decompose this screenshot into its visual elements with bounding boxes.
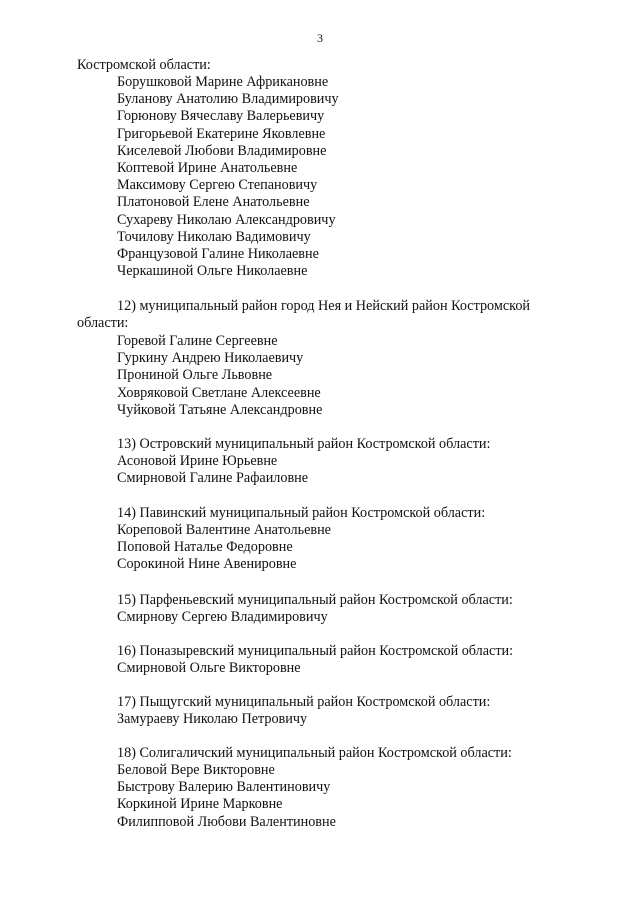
section-heading-14: 14) Павинский муниципальный район Костромской области:	[117, 505, 486, 521]
list-item: Беловой Вере Викторовне	[117, 762, 275, 778]
list-item: Гуркину Андрею Николаевичу	[117, 350, 304, 367]
list-item: Черкашиной Ольге Николаевне	[117, 263, 308, 280]
list-item: Филипповой Любови Валентиновне	[117, 813, 336, 830]
section-heading-16: 16) Поназыревский муниципальный район Костромской области:	[117, 643, 514, 659]
list-item: Замураеву Николаю Петровичу	[117, 711, 308, 727]
list-item: Смирнову Сергею Владимировичу	[117, 609, 328, 625]
section-heading-12: 12) муниципальный район город Нея и Нейский район Костромской области:	[77, 298, 531, 332]
list-item: Киселевой Любови Владимировне	[117, 142, 327, 159]
list-item: Ховряковой Светлане Алексеевне	[117, 384, 321, 401]
section-list-16	[117, 660, 301, 677]
list-item: Точилову Николаю Вадимовичу	[117, 228, 311, 245]
list-item: Борушковой Марине Африкановне	[117, 74, 329, 90]
section-list-17	[117, 711, 307, 728]
list-item: Горевой Галине Сергеевне	[117, 333, 278, 349]
list-item: Платоновой Елене Анатольевне	[117, 194, 310, 211]
list-item: Коптевой Ирине Анатольевне	[117, 160, 298, 177]
section-heading-13: 13) Островский муниципальный район Костромской области:	[117, 436, 491, 452]
section-list-15	[117, 609, 328, 626]
section-list-11	[117, 74, 339, 280]
section-heading-18: 18) Солигаличский муниципальный район Костромской области:	[117, 745, 512, 761]
list-item: Горюнову Вячеславу Валерьевичу	[117, 108, 325, 125]
list-item: Сорокиной Нине Авенировне	[117, 556, 297, 573]
list-item: Поповой Наталье Федоровне	[117, 539, 293, 556]
list-item: Асоновой Ирине Юрьевне	[117, 453, 278, 469]
section-heading-15: 15) Парфеньевский муниципальный район Костромской области:	[117, 592, 513, 608]
list-item: Французовой Галине Николаевне	[117, 246, 319, 263]
list-item: Кореповой Валентине Анатольевне	[117, 522, 331, 538]
list-item: Буланову Анатолию Владимировичу	[117, 91, 339, 108]
page-number: 3	[317, 31, 323, 45]
section-list-12	[117, 333, 322, 419]
list-item: Григорьевой Екатерине Яковлевне	[117, 125, 326, 142]
continuation-line: Костромской области:	[77, 57, 211, 73]
list-item: Смирновой Ольге Викторовне	[117, 660, 301, 676]
section-list-14	[117, 522, 331, 574]
section-heading-17: 17) Пыщугский муниципальный район Костромской области:	[117, 694, 491, 710]
list-item: Чуйковой Татьяне Александровне	[117, 401, 323, 418]
list-item: Быстрову Валерию Валентиновичу	[117, 779, 331, 796]
section-list-18	[117, 762, 336, 831]
list-item: Прониной Ольге Львовне	[117, 367, 273, 384]
list-item: Максимову Сергею Степановичу	[117, 177, 318, 194]
list-item: Смирновой Галине Рафаиловне	[117, 470, 309, 487]
section-list-13	[117, 453, 308, 487]
list-item: Коркиной Ирине Марковне	[117, 796, 283, 813]
list-item: Сухареву Николаю Александровичу	[117, 211, 336, 228]
